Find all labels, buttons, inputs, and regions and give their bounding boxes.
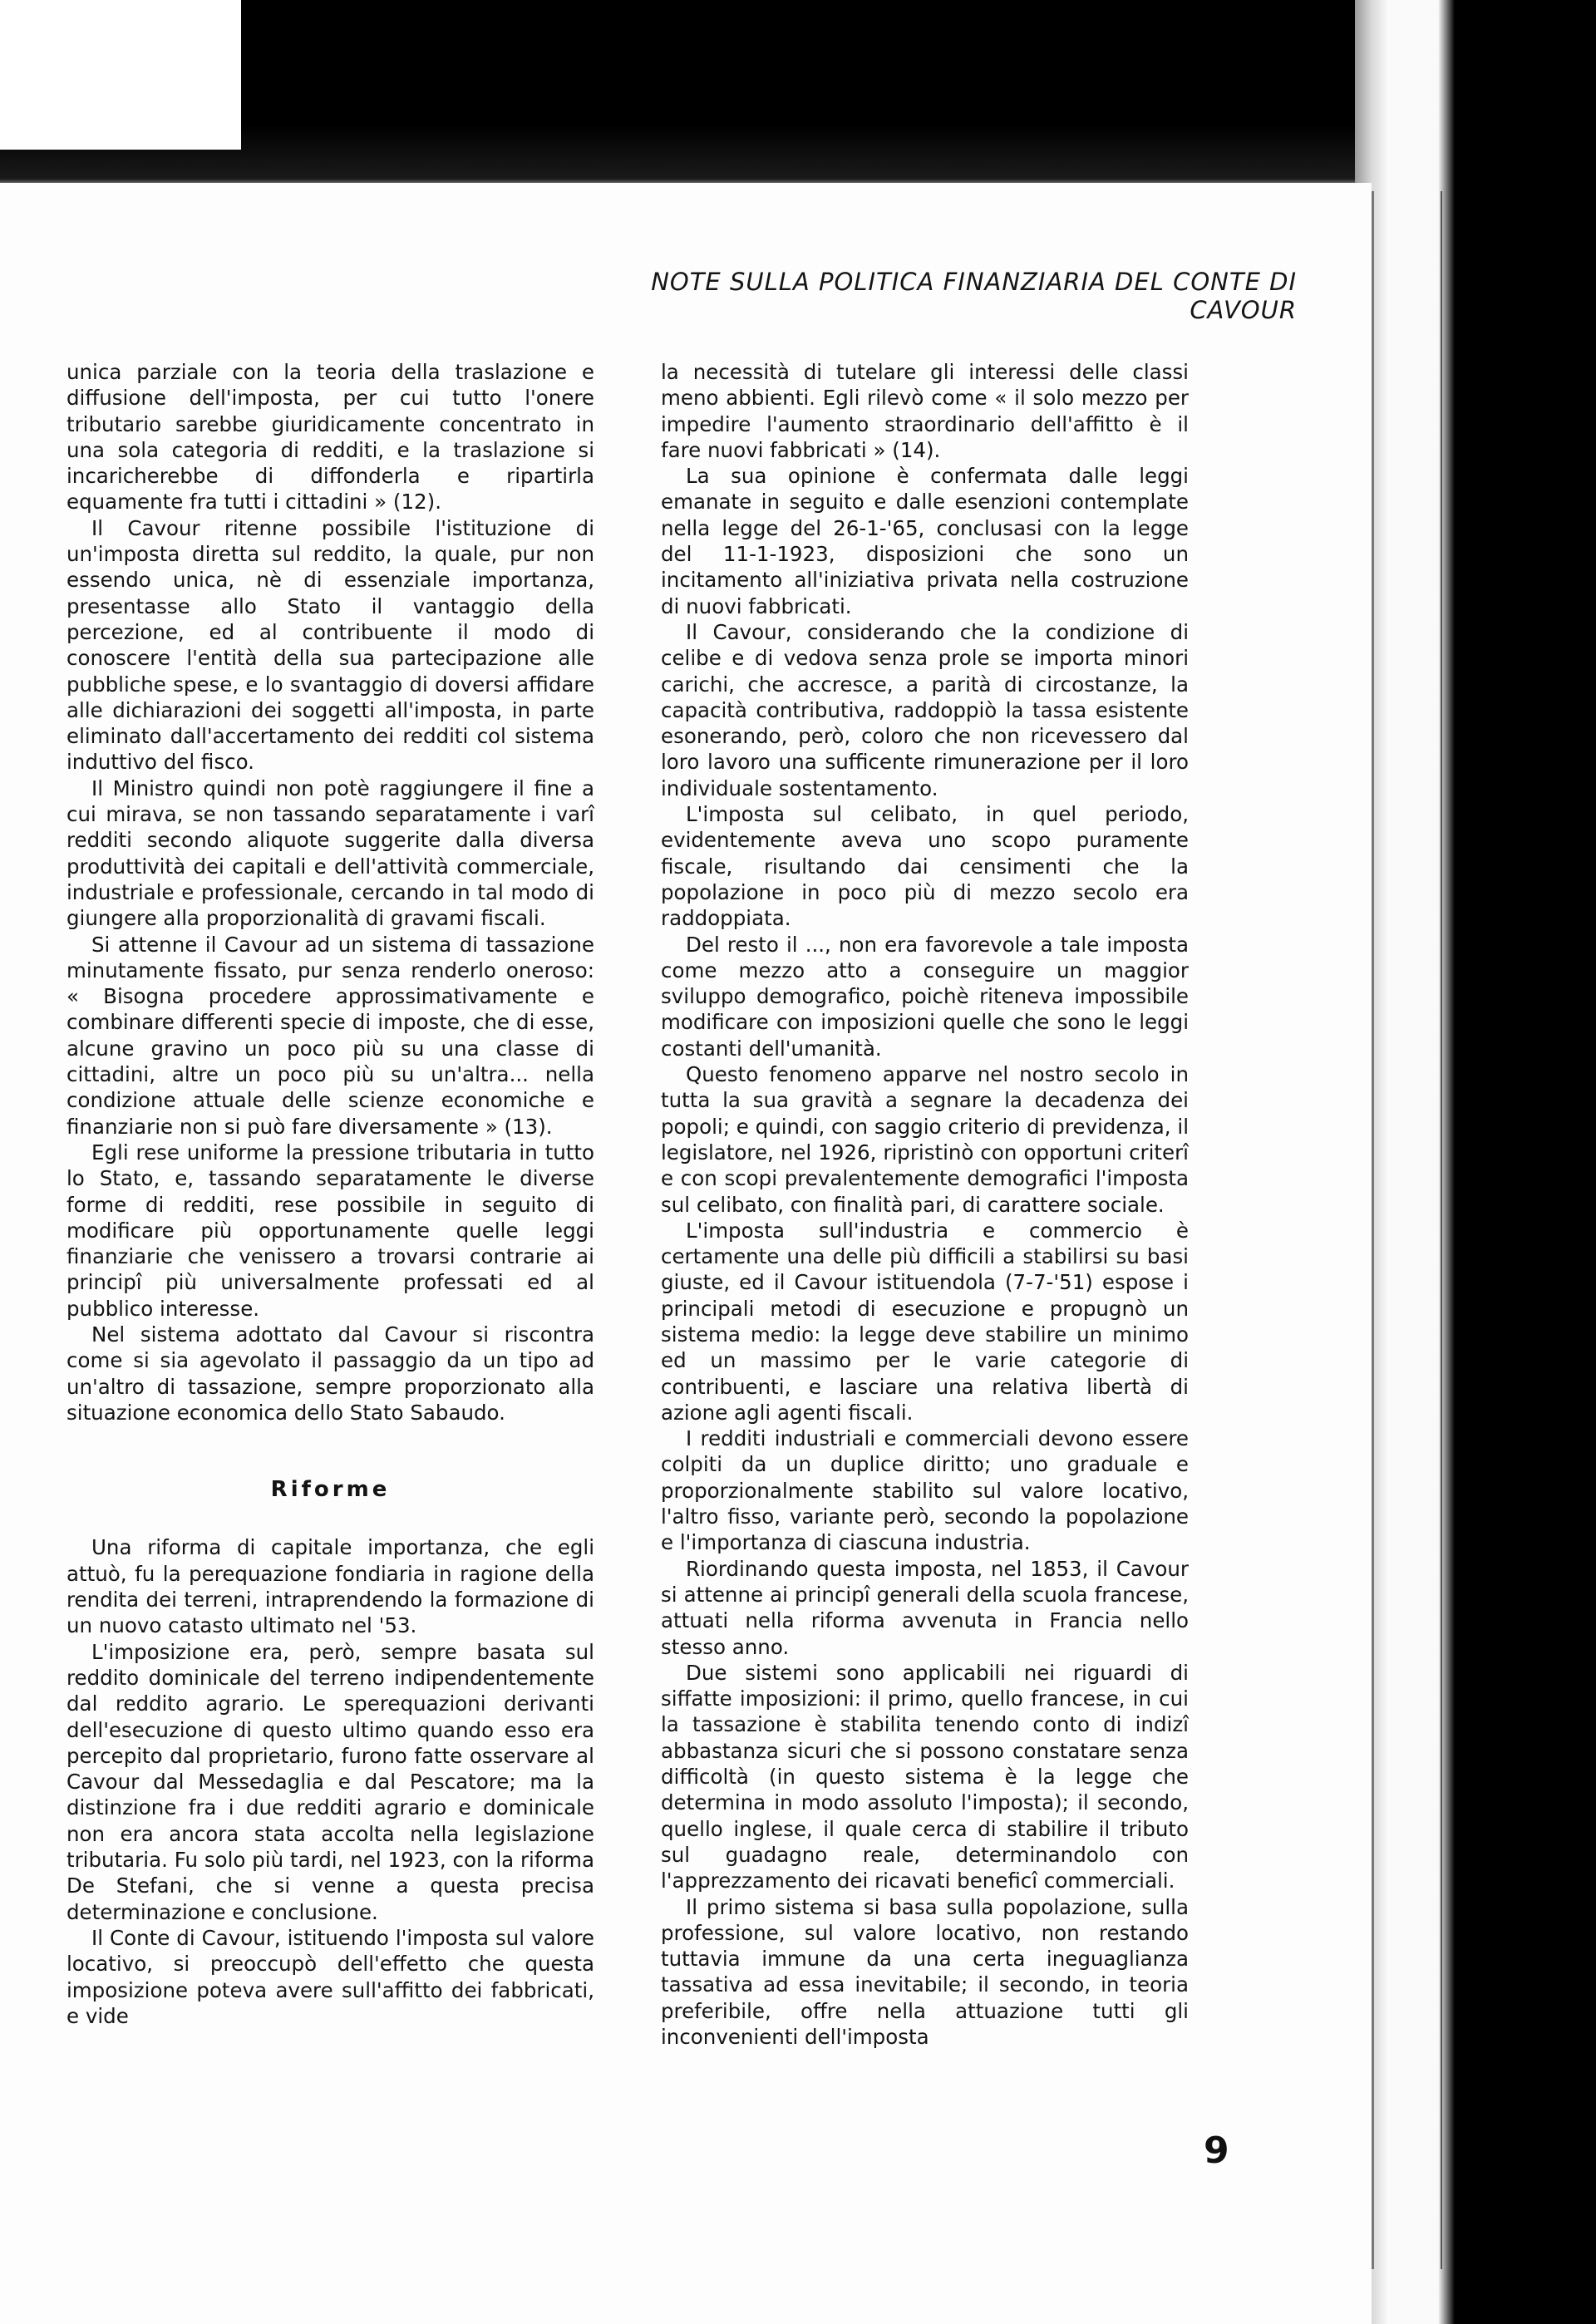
paragraph: la necessità di tutelare gli interessi delle classi meno abbienti. Egli rilevò come « il solo mezzo per impedire l'aumento straordinario dell'affitto è il fare nuovi fabbricati » (14). — [661, 360, 1189, 462]
scan-page-corner — [0, 0, 241, 150]
paragraph: Egli rese uniforme la pressione tributaria in tutto lo Stato, e, tassando separatamente le diverse forme di redditi, rese possibile in seguito di modificare più opportunamente quelle leggi finanziarie che venissero a trovarsi contrarie ai principî più universalmente professati ed al pubblico interesse. — [66, 1140, 594, 1321]
paragraph: Si attenne il Cavour ad un sistema di tassazione minutamente fissato, pur senza renderlo oneroso: « Bisogna procedere approssimativamente e combinare differenti specie di imposte, che di esse, alcune gravino un poco più su una classe di cittadini, altre un poco più su un'altra... nella condizione attuale delle scienze economiche e finanziarie non si può fare diversamente » (13). — [66, 932, 594, 1139]
paragraph: Due sistemi sono applicabili nei riguardi di siffatte imposizioni: il primo, quello francese, in cui la tassazione è stabilita tenendo conto di indizî abbastanza sicuri che si possono constatare senza difficoltà (in questo sistema è la legge che determina in modo assoluto l'imposta); il secondo, quello inglese, il quale cerca di stabilire il tributo sul guadagno reale, determinandolo con l'apprezzamento dei ricavati beneficî commerciali. — [661, 1660, 1189, 1893]
paragraph: Il Ministro quindi non potè raggiungere il fine a cui mirava, se non tassando separatamente i varî redditi secondo aliquote suggerite dalla diversa produttività dei capitali e dell'attività commerciale, industriale e professionale, cercando in tal modo di giungere alla proporzionalità di gravami fiscali. — [66, 775, 594, 931]
page-number: 9 — [1204, 2130, 1229, 2172]
paragraph: Una riforma di capitale importanza, che egli attuò, fu la perequazione fondiaria in ragione della rendita dei terreni, intraprendendo la formazione di un nuovo catasto ultimato nel '53. — [66, 1535, 594, 1638]
paragraph: I redditi industriali e commerciali devono essere colpiti da un duplice diritto; uno graduale e proporzionalmente stabilito sul valore locativo, l'altro fisso, variante però, secondo la popolazione e l'importanza di ciascuna industria. — [661, 1426, 1189, 1555]
paragraph: unica parziale con la teoria della traslazione e diffusione dell'imposta, per cui tutto l'onere tributario sarebbe giuridicamente concentrato in una sola categoria di redditi, e la traslazione si incaricherebbe di diffonderla e ripartirla equamente fra tutti i cittadini » (12). — [66, 360, 594, 515]
paragraph: Riordinando questa imposta, nel 1853, il Cavour si attenne ai principî generali della scuola francese, attuati nella riforma avvenuta in Francia nello stesso anno. — [661, 1556, 1189, 1659]
paragraph: La sua opinione è confermata dalle leggi emanate in seguito e dalle esenzioni contemplate nella legge del 26-1-'65, conclusasi con la legge del 11-1-1923, disposizioni che sono un incitamento all'iniziativa privata nella costruzione di nuovi fabbricati. — [661, 464, 1189, 618]
paragraph: Del resto il ..., non era favorevole a tale imposta come mezzo atto a conseguire un maggior sviluppo demografico, poichè riteneva impossibile modificare con imposizioni quelle che sono le leggi costanti dell'umanità. — [661, 932, 1189, 1061]
paragraph: Questo fenomeno apparve nel nostro secolo in tutta la sua gravità a segnare la decadenza dei popoli; e quindi, con saggio criterio di previdenza, il legislatore, nel 1926, ripristinò con opportuni criterî e con scopi prevalentemente demografici l'imposta sul celibato, con finalità pari, di carattere sociale. — [661, 1062, 1189, 1217]
section-heading: Riforme — [270, 1477, 391, 1503]
scan-binding-edge — [1372, 191, 1442, 2269]
paragraph: Il Cavour, considerando che la condizione di celibe e di vedova senza prole se importa minori carichi, che accresce, a parità di circostanze, la capacità contributiva, raddoppiò la tassa esistente esonerando, però, coloro che non ricevessero dal loro lavoro una sufficente rimunerazione per il loro individuale sostentamento. — [661, 619, 1189, 800]
paragraph: L'imposizione era, però, sempre basata sul reddito dominicale del terreno indipendentemente dal reddito agrario. Le sperequazioni derivanti dell'esecuzione di questo ultimo quando esso era percepito dal proprietario, furono fatte osservare al Cavour dal Messedaglia e dal Pescatore; ma la distinzione fra i due redditi agrario e dominicale non era ancora stata accolta nella legislazione tributaria. Fu solo più tardi, nel 1923, con la riforma De Stefani, che si venne a questa precisa determinazione e conclusione. — [66, 1639, 594, 1924]
paragraph: Il Conte di Cavour, istituendo l'imposta sul valore locativo, si preoccupò dell'effetto che questa imposizione poteva avere sull'affitto dei fabbricati, e vide — [66, 1925, 594, 2028]
paragraph: L'imposta sul celibato, in quel periodo, evidentemente aveva uno scopo puramente fiscale, risultando dai censimenti che la popolazione in poco più di mezzo secolo era raddoppiata. — [661, 802, 1189, 931]
paragraph: Il Cavour ritenne possibile l'istituzione di un'imposta diretta sul reddito, la quale, pur non essendo unica, nè di essenziale importanza, presentasse allo Stato il vantaggio della percezione, ed al contribuente il modo di conoscere l'entità della sua partecipazione alle pubbliche spese, e lo svantaggio di doversi affidare alle dichiarazioni dei soggetti all'imposta, in parte eliminato dall'accertamento dei redditi col sistema induttivo del fisco. — [66, 515, 594, 775]
left-text-column — [66, 359, 594, 2029]
right-text-column — [661, 359, 1189, 2050]
paragraph: Nel sistema adottato dal Cavour si riscontra come si sia agevolato il passaggio da un tipo ad un'altro di tassazione, sempre proporzionato alla situazione economica dello Stato Sabaudo. — [66, 1322, 594, 1425]
paragraph: Il primo sistema si basa sulla popolazione, sulla professione, sul valore locativo, non restando tuttavia immune da una certa ineguaglianza tassativa ad essa inevitabile; il secondo, in teoria preferibile, offre nella attuazione tutti gli inconvenienti dell'imposta — [661, 1894, 1189, 2049]
running-header: NOTE SULLA POLITICA FINANZIARIA DEL CONTE DI CAVOUR — [651, 268, 1297, 324]
paragraph: L'imposta sull'industria e commercio è certamente una delle più difficili a stabilirsi su basi giuste, ed il Cavour istituendola (7-7-'51) espose i principali metodi di esecuzione e propugnò un sistema medio: la legge deve stabilire un minimo ed un massimo per le varie categorie di contribuenti, e lasciare una relativa libertà di azione agli agenti fiscali. — [661, 1218, 1189, 1425]
